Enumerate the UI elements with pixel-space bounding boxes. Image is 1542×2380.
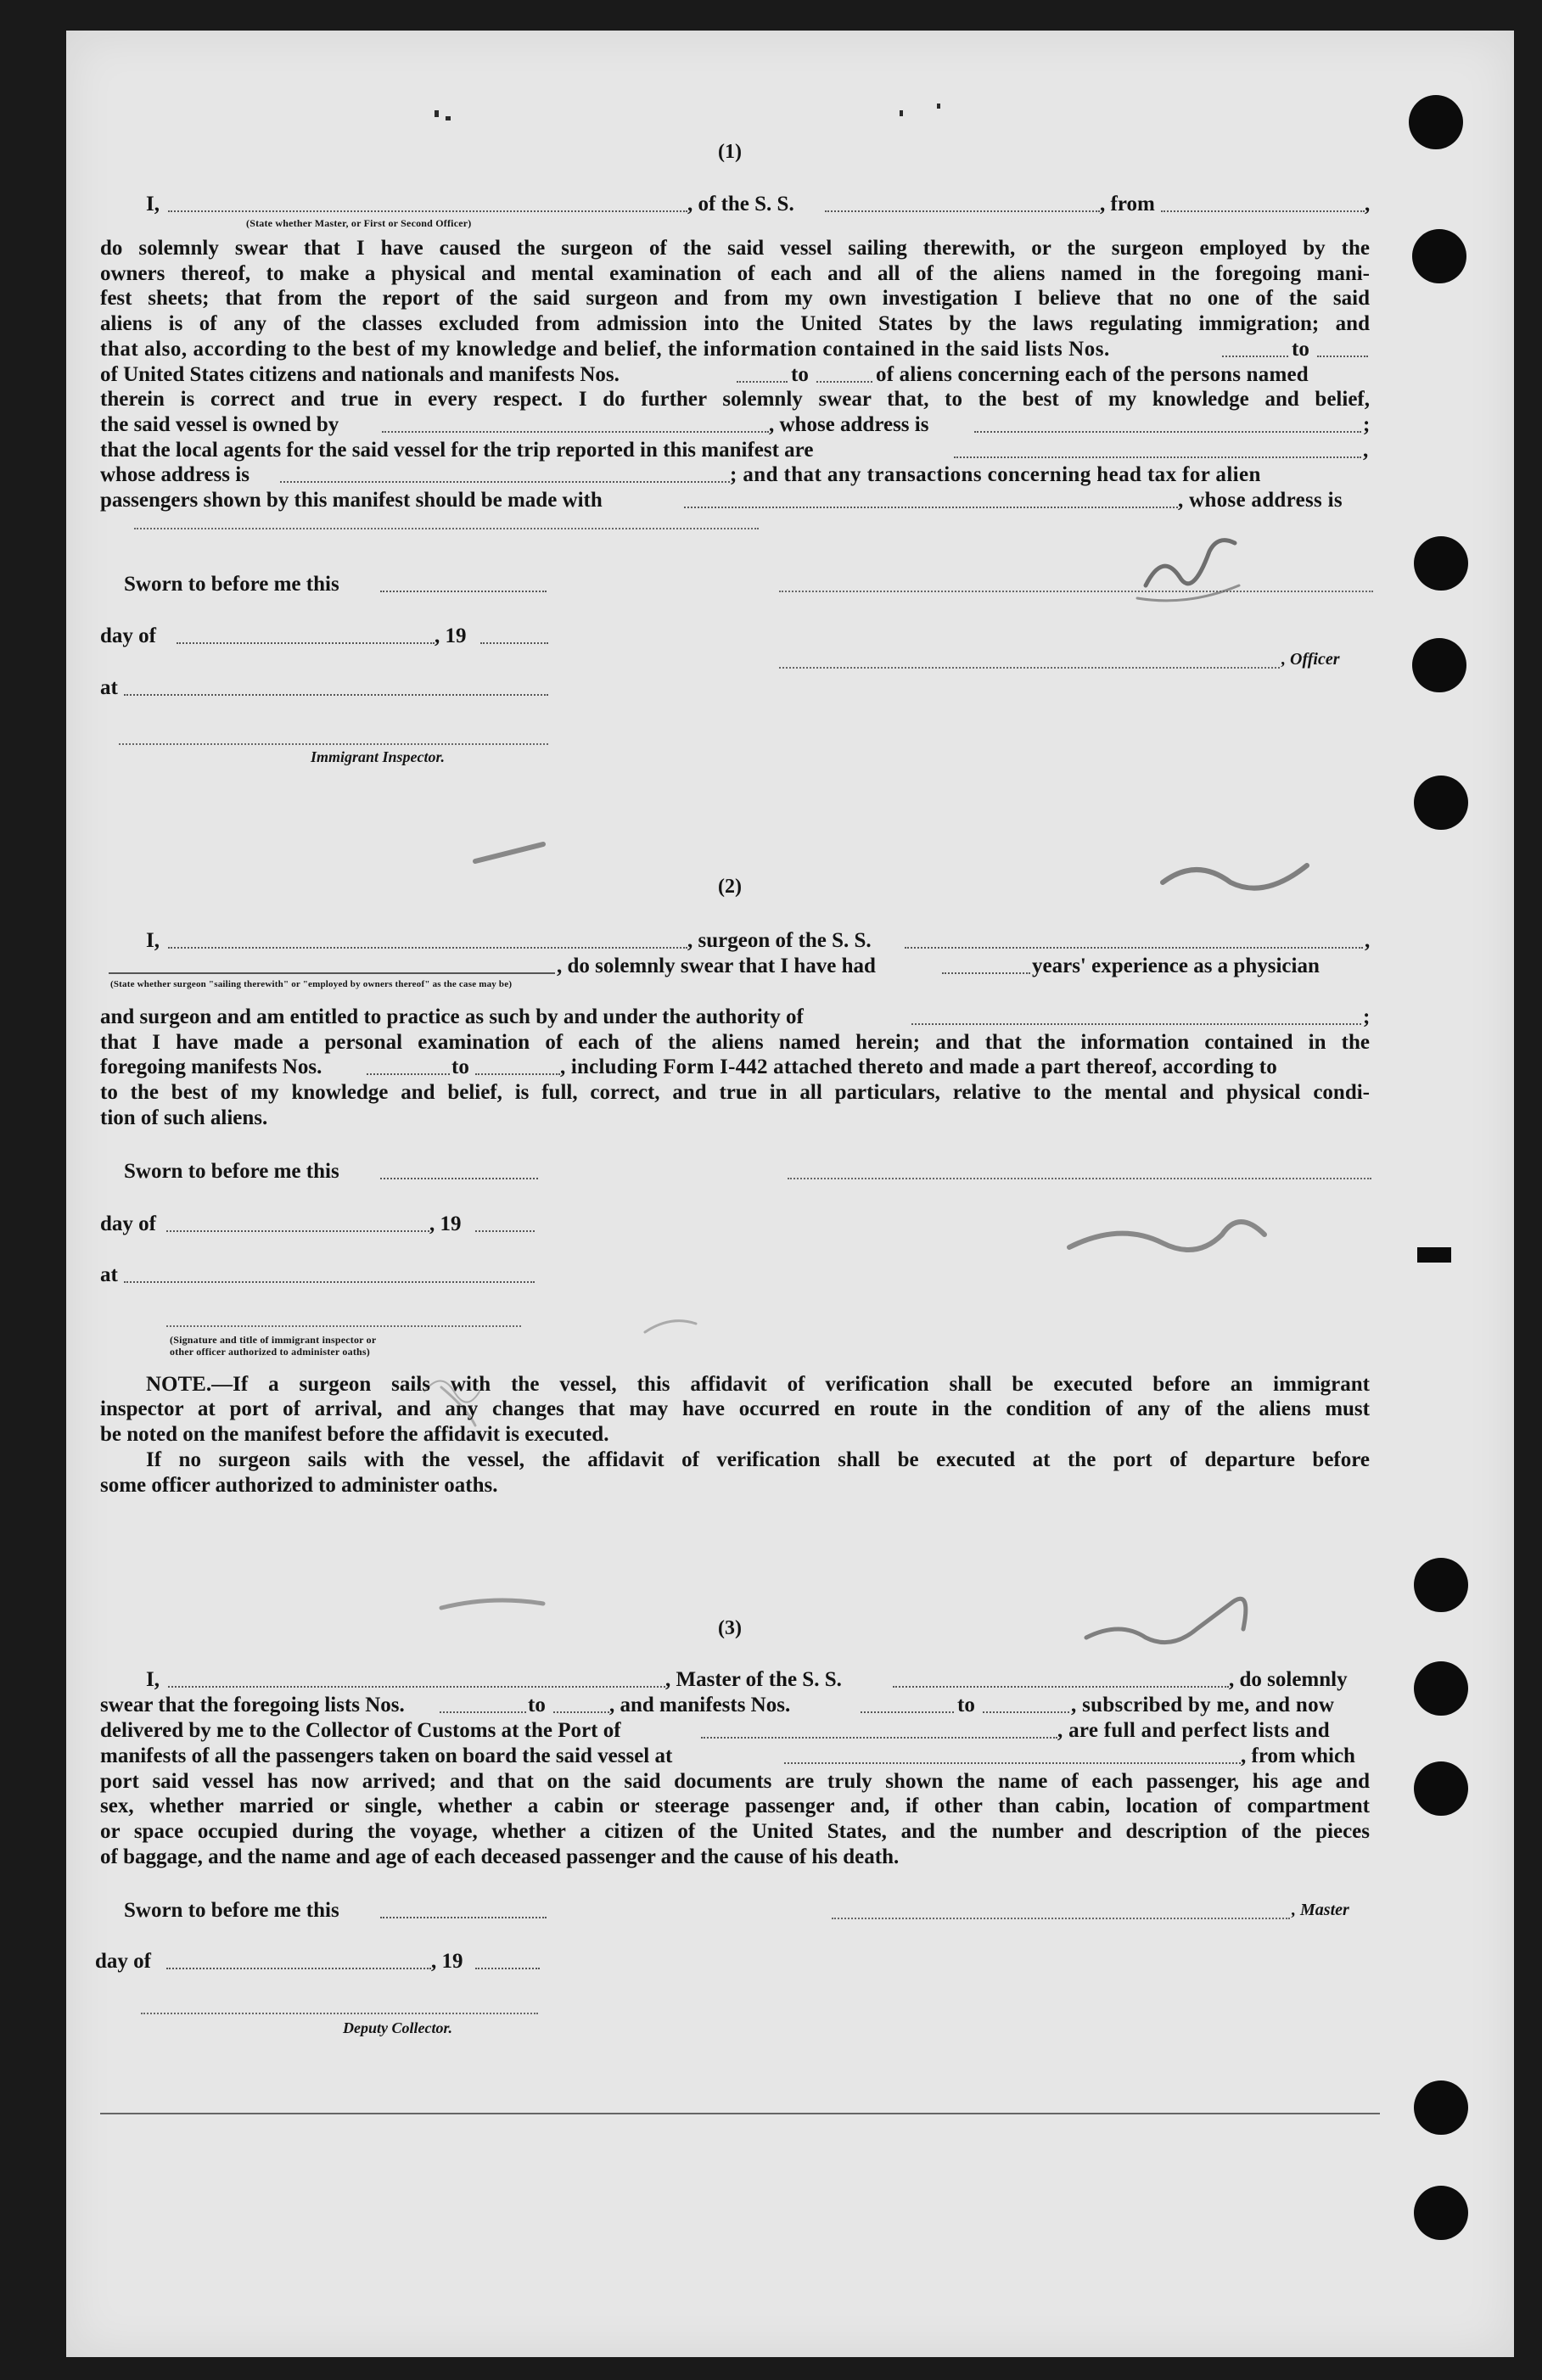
surgeon-manifests-to-field[interactable] xyxy=(475,1055,560,1075)
year-field[interactable] xyxy=(475,1212,535,1232)
para-2-line: to the best of my knowledge and belief, is full, correct, and true in all particulars, relative to the mental and physical condi- xyxy=(100,1081,1370,1104)
text-semicolon: ; xyxy=(1363,413,1371,436)
at-place-field[interactable] xyxy=(124,1263,535,1283)
note-line: inspector at port of arrival, and any changes that may have occurred en route in the condition of any of the aliens must xyxy=(100,1397,1370,1420)
surgeon-name-field[interactable] xyxy=(168,928,687,949)
para-1-line: do solemnly swear that I have caused the surgeon of the said vessel sailing therewith, or the surgeon employed by the xyxy=(100,237,1370,260)
text-solemnly: , do solemnly swear that I have had xyxy=(557,955,876,977)
inspector-signature-line[interactable] xyxy=(166,1325,521,1327)
caption-surgeon: (State whether surgeon "sailing therewith" or "employed by owners thereof" as the case may be) xyxy=(110,979,513,989)
master-name-field[interactable] xyxy=(168,1667,665,1688)
inspector-signature-line[interactable] xyxy=(119,743,548,745)
officer-signature-line[interactable] xyxy=(779,591,1373,592)
sworn-date-field[interactable] xyxy=(380,572,547,592)
year-field[interactable] xyxy=(480,624,548,644)
text-surgeon-of: , surgeon of the S. S. xyxy=(687,929,872,952)
note-line: NOTE.—If a surgeon sails with the vessel, this affidavit of verification shall be executed before an immigrant xyxy=(146,1373,1370,1396)
officer-title-line[interactable] xyxy=(779,667,1280,669)
text-and-manifests: , and manifests Nos. xyxy=(609,1694,791,1716)
text-passengers-shown: passengers shown by this manifest should be made with xyxy=(100,489,603,512)
text-manifests-of: manifests of all the passengers taken on board the said vessel at xyxy=(100,1744,673,1767)
surgeon-signature-line[interactable] xyxy=(788,1178,1371,1179)
text-of-ss: , of the S. S. xyxy=(687,193,794,216)
inspector-label: Immigrant Inspector. xyxy=(311,748,446,765)
section-heading-2: (2) xyxy=(718,876,742,898)
text-head-tax: ; and that any transactions concerning head tax for alien xyxy=(730,463,1261,486)
text-authority: and surgeon and am entitled to practice as such by and under the authority of xyxy=(100,1005,804,1028)
text-sworn: Sworn to before me this xyxy=(124,1160,339,1183)
text-i: I, xyxy=(146,929,160,952)
surgeon-manifests-from-field[interactable] xyxy=(367,1055,450,1075)
vessel-name-field[interactable] xyxy=(825,192,1100,212)
collector-label: Deputy Collector. xyxy=(343,2019,452,2036)
text-at: at xyxy=(100,676,118,699)
lists-from-field[interactable] xyxy=(1222,337,1288,357)
text-years: years' experience as a physician xyxy=(1032,955,1320,977)
text-i: I, xyxy=(146,193,160,216)
para-1-line: fest sheets; that from the report of the said surgeon and from my own investigation I believe that no one of the said xyxy=(100,287,1370,310)
embark-port-field[interactable] xyxy=(784,1744,1241,1764)
text-comma: , xyxy=(1365,929,1371,952)
text-day-of: day of xyxy=(100,624,156,647)
sworn-date-field[interactable] xyxy=(380,1898,547,1918)
text-local-agents: that the local agents for the said vessel for the trip reported in this manifest are xyxy=(100,439,814,462)
text-sworn: Sworn to before me this xyxy=(124,573,339,596)
para-2-line: that I have made a personal examination of each of the aliens named herein; and that the information contained in the xyxy=(100,1031,1370,1054)
agent-address-field[interactable] xyxy=(280,462,730,483)
signature-caption: other officer authorized to administer oaths) xyxy=(170,1346,370,1358)
para-3-line: port said vessel has now arrived; and that on the said documents are truly shown the name of each passenger, his age and xyxy=(100,1770,1370,1793)
owner-field[interactable] xyxy=(382,412,769,433)
text-from-which: , from which xyxy=(1241,1744,1355,1767)
section-heading-3: (3) xyxy=(718,1617,742,1639)
sworn-date-field[interactable] xyxy=(380,1159,538,1179)
note-line: some officer authorized to administer oaths. xyxy=(100,1474,498,1497)
para-2-line: tion of such aliens. xyxy=(100,1106,268,1129)
text-semicolon: ; xyxy=(1363,1005,1371,1028)
master-name-field[interactable] xyxy=(168,192,687,212)
manifests-to-field[interactable] xyxy=(983,1693,1069,1713)
text-year: , 19 xyxy=(429,1212,462,1235)
para-1-line: therein is correct and true in every respect. I do further solemnly swear that, to the best of my knowledge and belief, xyxy=(100,388,1370,411)
lists-to-field[interactable] xyxy=(553,1693,609,1713)
text-day-of: day of xyxy=(95,1950,151,1973)
text-lists-nos: that also, according to the best of my knowledge and belief, the information contained in the said lists Nos. xyxy=(100,338,1110,361)
day-of-field[interactable] xyxy=(166,1949,431,1969)
para-1-line: aliens is of any of the classes excluded from admission into the United States by the laws regulating immigration; and xyxy=(100,312,1370,335)
contact-address-field[interactable] xyxy=(134,528,759,529)
text-year: , 19 xyxy=(431,1950,463,1973)
bottom-rule xyxy=(100,2113,1380,2114)
text-swear: swear that the foregoing lists Nos. xyxy=(100,1694,405,1716)
note-line: If no surgeon sails with the vessel, the affidavit of verification shall be executed at the port of departure before xyxy=(146,1448,1370,1471)
master-vessel-field[interactable] xyxy=(893,1667,1229,1688)
surgeon-vessel-field[interactable] xyxy=(905,928,1363,949)
text-comma: , xyxy=(1365,193,1371,216)
day-of-field[interactable] xyxy=(177,624,435,644)
master-label: , Master xyxy=(1292,1901,1349,1919)
text-to: to xyxy=(528,1694,546,1716)
officer-label: , Officer xyxy=(1281,650,1340,669)
text-form-i442: , including Form I-442 attached thereto and made a part thereof, according to xyxy=(560,1056,1277,1078)
text-master-of: , Master of the S. S. xyxy=(665,1668,842,1691)
text-manifests-nos: foregoing manifests Nos. xyxy=(100,1056,322,1078)
years-experience-field[interactable] xyxy=(942,954,1030,974)
text-year: , 19 xyxy=(435,624,467,647)
year-field[interactable] xyxy=(475,1949,540,1969)
authority-field[interactable] xyxy=(911,1005,1361,1025)
text-from: , from xyxy=(1100,193,1155,216)
local-agents-field[interactable] xyxy=(954,438,1361,458)
port-field[interactable] xyxy=(701,1718,1057,1739)
text-aliens-named: of aliens concerning each of the persons named xyxy=(876,363,1309,386)
text-i: I, xyxy=(146,1668,160,1691)
text-to: to xyxy=(451,1056,469,1078)
para-3-line: of baggage, and the name and age of each deceased passenger and the cause of his death. xyxy=(100,1845,900,1868)
note-line: be noted on the manifest before the affidavit is executed. xyxy=(100,1423,609,1446)
text-solemnly: , do solemnly xyxy=(1229,1668,1348,1691)
text-subscribed: , subscribed by me, and now xyxy=(1071,1694,1335,1716)
text-to: to xyxy=(1292,338,1309,361)
text-to: to xyxy=(957,1694,975,1716)
text-day-of: day of xyxy=(100,1212,156,1235)
text-comma: , xyxy=(1363,439,1369,462)
collector-signature-line[interactable] xyxy=(141,2013,538,2014)
manifests-from-field[interactable] xyxy=(737,362,788,383)
text-to: to xyxy=(791,363,809,386)
lists-from-field[interactable] xyxy=(440,1693,526,1713)
day-of-field[interactable] xyxy=(166,1212,429,1232)
para-1-line: owners thereof, to make a physical and mental examination of each and all of the aliens named in the foregoing mani- xyxy=(100,262,1370,285)
manifests-to-field[interactable] xyxy=(816,362,872,383)
master-signature-line[interactable] xyxy=(832,1918,1290,1919)
from-port-field[interactable] xyxy=(1161,192,1365,212)
text-at: at xyxy=(100,1263,118,1286)
lists-to-field[interactable] xyxy=(1317,337,1368,357)
section-heading-1: (1) xyxy=(718,141,742,163)
text-whose-address: , whose address is xyxy=(769,413,929,436)
at-place-field[interactable] xyxy=(124,675,548,696)
text-sworn: Sworn to before me this xyxy=(124,1899,339,1922)
manifests-from-field[interactable] xyxy=(861,1693,954,1713)
para-3-line: sex, whether married or single, whether a cabin or steerage passenger and, if other than cabin, location of compartment xyxy=(100,1795,1370,1817)
para-3-line: or space occupied during the voyage, whether a citizen of the United States, and the number and description of the pieces xyxy=(100,1820,1370,1843)
text-delivered: delivered by me to the Collector of Customs at the Port of xyxy=(100,1719,621,1742)
text-whose-address-is: whose address is xyxy=(100,463,250,486)
text-manifests-nos: of United States citizens and nationals and manifests Nos. xyxy=(100,363,620,386)
text-owned-by: the said vessel is owned by xyxy=(100,413,339,436)
head-tax-contact-field[interactable] xyxy=(684,488,1178,508)
signature-caption: (Signature and title of immigrant inspector or xyxy=(170,1334,377,1346)
text-whose-address: , whose address is xyxy=(1178,489,1343,512)
text-full-lists: , are full and perfect lists and xyxy=(1057,1719,1330,1742)
owner-address-field[interactable] xyxy=(974,412,1361,433)
surgeon-status-field[interactable] xyxy=(109,954,555,974)
caption-master: (State whether Master, or First or Second Officer) xyxy=(246,217,472,229)
